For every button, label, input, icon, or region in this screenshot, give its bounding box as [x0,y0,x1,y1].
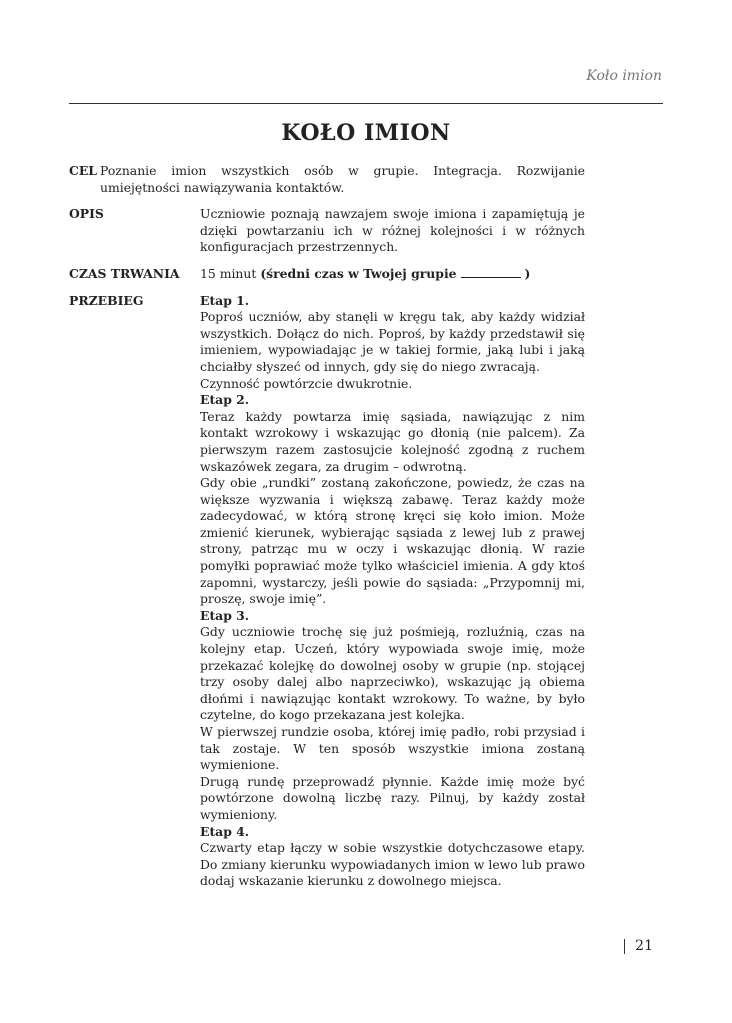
stage-3-heading: Etap 3. [200,607,250,623]
duration-label: CZAS TRWANIA [69,265,180,281]
stage-2-paragraph: Teraz każdy powtarza imię sąsiada, nawiązując z nim kontakt wzrokowy i wskazując go dłonią (nie palcem). Za pierwszym razem zastosujcie kolejność zgodną z ruchem wskazówek zegara, za drugim – odwrotną. [200,408,585,474]
stage-1-heading: Etap 1. [200,292,250,308]
stage-1-paragraph: Poproś uczniów, aby stanęli w kręgu tak, aby każdy widział wszystkich. Dołącz do nich. Poproś, by każdy przedstawił się imieniem, wypowiadając je w takiej formie, jaką lubi i jaką chciałby słyszeć od innych, gdy się do niego zwracają. [200,309,585,374]
description-label: OPIS [69,206,104,222]
goal-section [69,163,585,196]
goal-label: CEL [69,163,98,178]
stage-2-heading: Etap 2. [200,392,250,408]
duration-note-close: ) [524,265,531,281]
page-number [624,938,653,954]
page-number-divider [624,939,625,954]
stage-3-paragraph: W pierwszej rundzie osoba, której imię padło, robi przysiad i tak zostaje. W ten sposób wszystkie imiona zostaną wymienione. [200,724,585,773]
running-head: Koło imion [586,68,662,84]
page-number-value: 21 [635,938,653,954]
procedure-text [200,293,585,890]
duration-note-open: (średni czas w Twojej grupie [260,265,457,281]
duration-text [200,266,585,283]
duration-section [69,266,585,283]
stage-2-paragraph: Gdy obie „rundki” zostaną zakończone, powiedz, że czas na większe wyzwania i większą zabawę. Teraz każdy może zadecydować, w którą stronę kręci się koło imion. Może zmienić kierunek, wybierając sąsiada z lewej lub z prawej strony, patrząc mu w oczy i wskazując dłonią. W razie pomyłki poprawiać może tylko właściciel imienia. A gdy ktoś zapomni, wystarczy, jeśli powie do sąsiada: „Przypomnij mi, proszę, swoje imię”. [200,475,585,607]
stage-3-paragraph: Gdy uczniowie trochę się już pośmieją, rozluźnią, czas na kolejny etap. Uczeń, który wypowiada swoje imię, może przekazać kolejkę do dowolnej osoby w grupie (np. stojącej trzy osoby dalej albo naprzeciwko), wskazując ją obiema dłońmi i nawiązując kontakt wzrokowy. To ważne, by było czytelne, do kogo przekazana jest kolejka. [200,624,585,723]
page-title: KOŁO IMION [281,120,451,146]
stage-4-heading: Etap 4. [200,823,250,839]
duration-blank-line [461,267,521,278]
lesson-content [69,163,585,900]
goal-text: Poznanie imion wszystkich osób w grupie. Integracja. Rozwijanie umiejętności nawiązywania kontaktów. [100,163,585,195]
stage-1-paragraph: Czynność powtórzcie dwukrotnie. [200,375,413,391]
stage-4-paragraph: Czwarty etap łączy w sobie wszystkie dotychczasowe etapy. Do zmiany kierunku wypowiadanych imion w lewo lub prawo dodaj wskazanie kierunku z dowolnego miejsca. [200,840,585,889]
procedure-section [69,293,585,890]
stage-3-paragraph: Drugą rundę przeprowadź płynnie. Każde imię może być powtórzone dowolną liczbę razy. Pilnuj, by każdy został wymieniony. [200,773,585,822]
description-section [69,206,585,256]
duration-value: 15 minut [200,265,257,281]
header-rule [69,103,663,104]
description-text: Uczniowie poznają nawzajem swoje imiona i zapamiętują je dzięki powtarzaniu ich w różnej kolejności i w różnych konfiguracjach przestrzennych. [200,206,585,255]
procedure-label: PRZEBIEG [69,292,144,308]
